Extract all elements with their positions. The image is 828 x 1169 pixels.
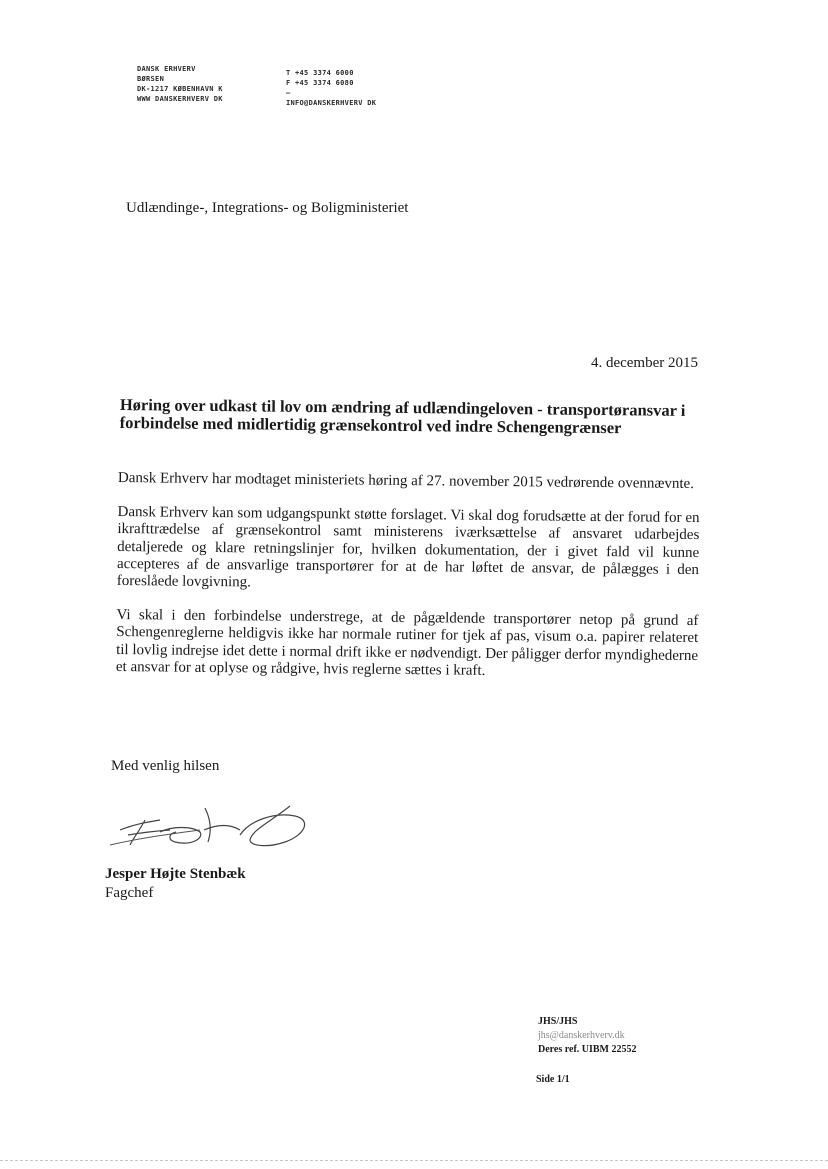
letterhead-line: DANSK ERHVERV [137,65,196,73]
subject-heading: Høring over udkast til lov om ændring af udlændingeloven - transportøransvar i forbindelse med midlertidig grænsekontrol ved indre Schengengrænser [119,395,686,438]
letterhead-line: DK-1217 KØBENHAVN K [137,85,223,93]
signer-title: Fagchef [105,885,154,901]
closing: Med venlig hilsen [111,758,220,774]
letterhead-fax: F +45 3374 6080 [286,79,354,87]
page-number: Side 1/1 [536,1074,570,1085]
reference-initials: JHS/JHS [538,1016,578,1027]
letterhead-line: WWW DANSKERHVERV DK [137,95,223,103]
letterhead-address [137,64,223,104]
signer-name: Jesper Højte Stenbæk [105,866,246,882]
handwritten-signature [100,800,315,860]
reference-email: jhs@danskerhverv.dk [538,1030,625,1041]
their-reference: Deres ref. UIBM 22552 [538,1044,637,1055]
letterhead-contact [286,68,376,108]
letter-body [116,470,700,699]
letter-date: 4. december 2015 [590,355,698,371]
body-paragraph: Dansk Erhverv har modtaget ministeriets høring af 27. november 2015 vedrørende ovennævnte. [117,470,695,493]
letterhead-line: BØRSEN [137,75,165,83]
recipient: Udlændinge-, Integrations- og Boligministeriet [126,200,409,216]
body-paragraph: Vi skal i den forbindelse understrege, at de pågældende transportører netop på grund af Schengenreglerne heldigvis ikke har normale rutiner for tjek af pas, visum o.a. papirer relateret til lovlig indrejse idet dette i normal drift ikke er nødvendigt. Der påligger derfor myndighederne et ansvar for at oplyse og rådgive, hvis reglerne sættes i kraft. [115,607,699,679]
letterhead-phone: T +45 3374 6000 [286,69,354,77]
reference-block [538,1015,637,1057]
letterhead-email: INFO@DANSKERHVERV DK [286,99,377,107]
letterhead-dash: – [286,89,291,97]
page-bottom-edge [0,1160,828,1162]
body-paragraph: Dansk Erhverv kan som udgangspunkt støtte forslaget. Vi skal dog forudsætte at der forud for en ikrafttrædelse af grænsekontrol samt ministerens iværksættelse af ansvaret udarbejdes detaljerede og klare retningslinjer for, hvilken dokumentation, der i givet fald vil kunne accepteres af de ansvarlige transportører for at de har løftet de ansvar, de pålægges i den foreslåede lovgivning. [116,504,700,591]
